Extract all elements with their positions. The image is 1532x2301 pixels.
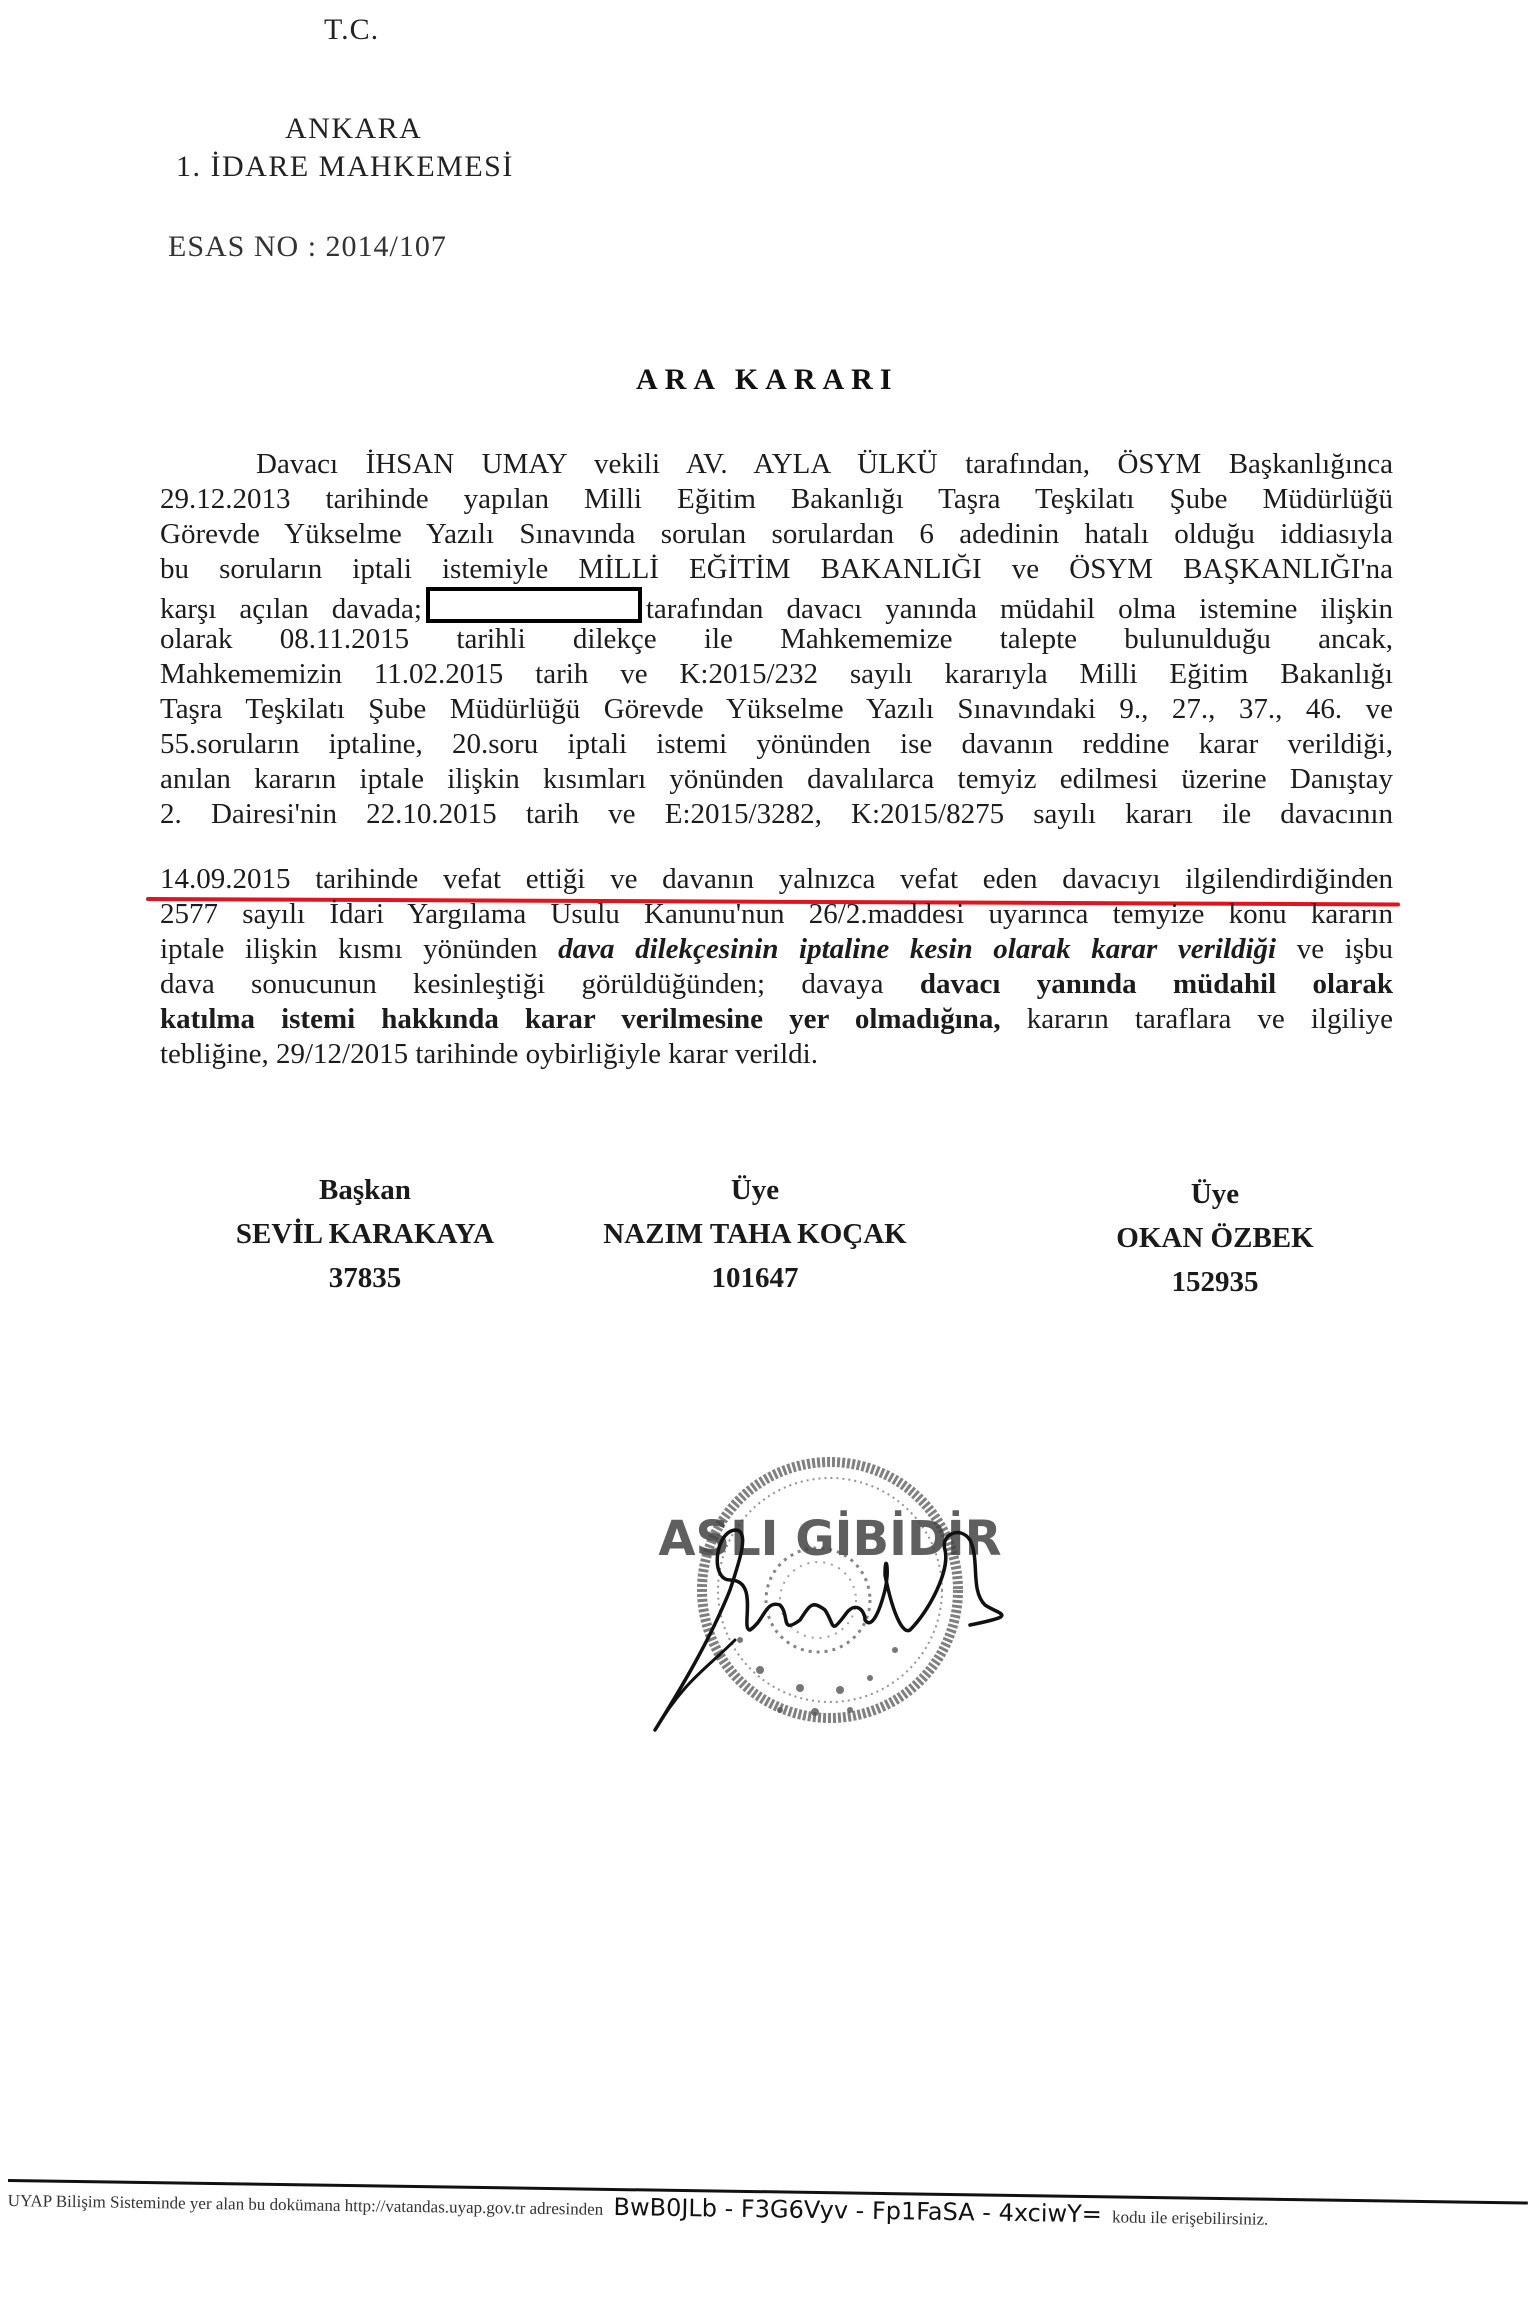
signer-role: Üye (730, 1174, 780, 1206)
body-text: ve işbu (1296, 933, 1394, 965)
verification-code: BwB0JLb - F3G6Vyv - Fp1FaSA - 4xciwY= (613, 2192, 1103, 2229)
emphasized-text: dava dilekçesinin iptaline kesin olarak karar verildiği (558, 933, 1277, 965)
case-number (168, 230, 447, 264)
svg-text:ASLI GİBİDİR: ASLI GİBİDİR (658, 1511, 1002, 1567)
bold-text: davacı yanında müdahil olarak (919, 968, 1394, 1000)
body-line: 55.soruların iptaline, 20.soru iptali istemi yönünden ise davanın reddine karar verildiği, (160, 728, 1393, 760)
signature-block-member (590, 1168, 920, 1300)
body-line: olarak 08.11.2015 tarihli dilekçe ile Mahkememize talepte bulunulduğu ancak, (160, 623, 1393, 655)
body-line (160, 967, 1393, 1001)
signer-id: 101647 (711, 1262, 799, 1294)
bold-text: katılma istemi hakkında karar verilmesine yer olmadığına, (160, 1003, 1001, 1035)
body-line (160, 1002, 1393, 1036)
header-country: T.C. (324, 13, 380, 46)
body-line: 2. Dairesi'nin 22.10.2015 tarih ve E:2015/3282, K:2015/8275 sayılı kararı ile davacının (160, 798, 1393, 830)
header-city: ANKARA (285, 112, 423, 145)
body-line: Görevde Yükselme Yazılı Sınavında sorulan sorulardan 6 adedinin hatalı olduğu iddiasıyla (160, 518, 1393, 550)
body-line: 29.12.2013 tarihinde yapılan Milli Eğitim Bakanlığı Taşra Teşkilatı Şube Müdürlüğü (160, 483, 1393, 515)
signer-name: SEVİL KARAKAYA (235, 1218, 495, 1250)
body-text: dava sonucunun kesinleştiği görüldüğünden; davaya (160, 968, 884, 1000)
signer-role: Üye (1190, 1178, 1240, 1210)
signer-role: Başkan (319, 1174, 411, 1206)
signer-id: 37835 (328, 1262, 402, 1294)
body-text: kararın taraflara ve ilgiliye (1026, 1003, 1393, 1035)
body-line: Davacı İHSAN UMAY vekili AV. AYLA ÜLKÜ tarafından, ÖSYM Başkanlığınca (256, 448, 1393, 480)
document-title: ARA KARARI (636, 363, 899, 396)
body-line: 2577 sayılı İdari Yargılama Usulu Kanunu'nun 26/2.maddesi uyarınca temyize konu kararın (160, 898, 1393, 930)
body-line (160, 587, 1393, 626)
body-line: anılan kararın iptale ilişkin kısımları yönünden davalılarca temyiz edilmesi üzerine Danıştay (160, 763, 1393, 795)
footer-suffix: kodu ile erişebilirsiniz. (1111, 2207, 1269, 2229)
signer-name: NAZIM TAHA KOÇAK (603, 1218, 907, 1250)
body-line: Mahkememizin 11.02.2015 tarih ve K:2015/232 sayılı kararıyla Milli Eğitim Bakanlığı (160, 658, 1393, 690)
official-stamp (640, 1440, 1100, 1780)
body-text: karşı açılan davada; (160, 593, 422, 625)
body-text: iptale ilişkin kısmı yönünden (160, 933, 538, 965)
signer-name: OKAN ÖZBEK (1116, 1222, 1314, 1254)
body-line: Taşra Teşkilatı Şube Müdürlüğü Görevde Yükselme Yazılı Sınavındaki 9., 27., 37., 46. ve (160, 693, 1393, 725)
body-text: tarafından davacı yanında müdahil olma istemine ilişkin (645, 593, 1393, 625)
body-line: bu soruların iptali istemiyle MİLLİ EĞİTİM BAKANLIĞI ve ÖSYM BAŞKANLIĞI'na (160, 553, 1393, 585)
stamp-seal-icon (640, 1440, 1100, 1780)
signature-block-member (1050, 1172, 1380, 1304)
header-court: 1. İDARE MAHKEMESİ (176, 150, 514, 183)
body-line: tebliğine, 29/12/2015 tarihinde oybirliğiyle karar verildi. (160, 1038, 818, 1070)
redaction-box (426, 587, 642, 623)
body-line (160, 932, 1393, 966)
body-line-highlighted: 14.09.2015 tarihinde vefat ettiği ve davanın yalnızca vefat eden davacıyı ilgilendirdiğinden (160, 863, 1393, 895)
signer-id: 152935 (1171, 1266, 1259, 1298)
footer-prefix: UYAP Bilişim Sisteminde yer alan bu dokümana http://vatandas.uyap.gov.tr adresinden (7, 2190, 604, 2219)
case-number-value: 2014/107 (325, 230, 447, 263)
case-number-label: ESAS NO : (168, 230, 318, 263)
signature-block-president (200, 1168, 530, 1300)
